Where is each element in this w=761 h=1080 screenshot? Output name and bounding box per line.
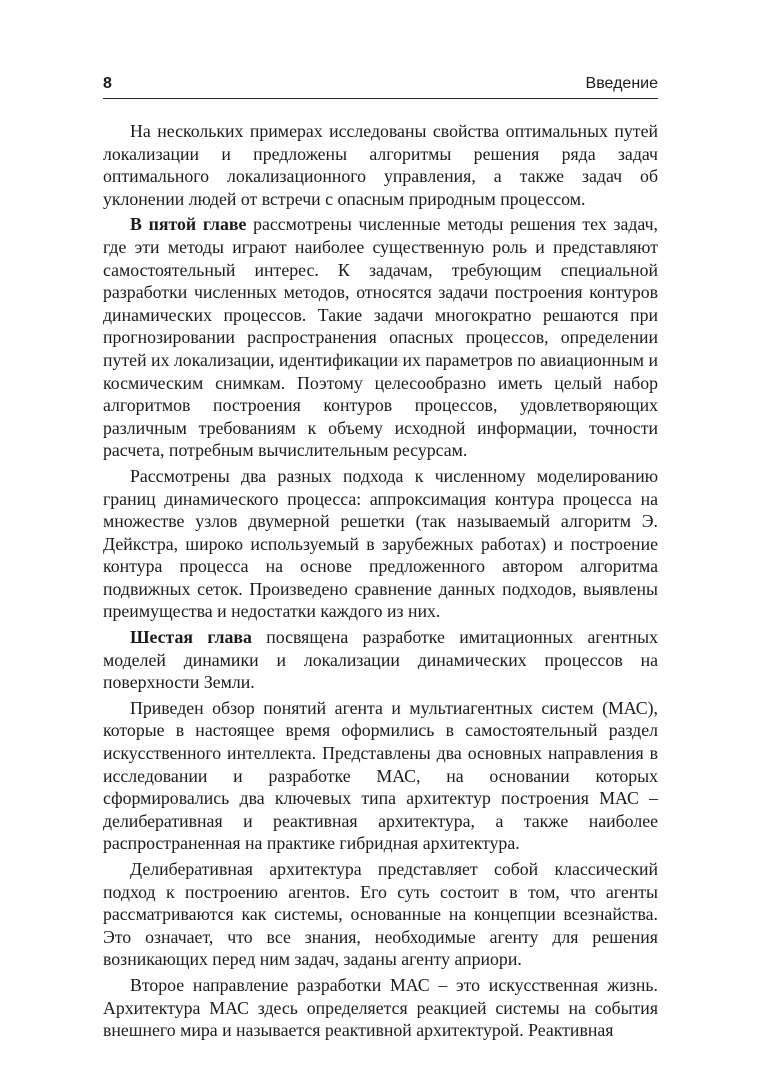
paragraph-text: Делиберативная архитектура представляет собой классический подход к построению агентов. Его суть состоит в том, что агенты рассматриваются как системы, основанные на концепции всезнайства. Это означает, что все знания, необходимые агенту для решения возникающих перед ним задач, заданы агенту априори. bbox=[103, 859, 658, 970]
paragraph bbox=[103, 858, 658, 971]
paragraph-text: Второе направление разработки МАС – это искусственная жизнь. Архитектура МАС здесь определяется реакцией системы на события внешнего мира и называется реактивной архитектурой. Реактивная bbox=[103, 974, 658, 1041]
paragraph-text: рассмотрены численные методы решения тех задач, где эти методы играют наиболее существенную роль и представляют самостоятельный интерес. К задачам, требующим специальной разработки численных методов, относятся задачи построения контуров динамических процессов. Такие задачи многократно решаются при прогнозировании распространения опасных процессов, определении путей их локализации, идентификации их параметров по авиационным и космическим снимкам. Поэтому целесообразно иметь целый набор алгоритмов построения контуров процессов, удовлетворяющих различным требованиям к объему исходной информации, точности расчета, потребным вычислительным ресурсам. bbox=[103, 214, 658, 461]
paragraph bbox=[103, 120, 658, 210]
paragraph-text: На нескольких примерах исследованы свойства оптимальных путей локализации и предложены алгоритмы решения ряда задач оптимального локализационного управления, а также задач об уклонении людей от встречи с опасным природным процессом. bbox=[103, 121, 658, 209]
page-header bbox=[103, 72, 658, 99]
paragraph bbox=[103, 626, 658, 694]
paragraph bbox=[103, 465, 658, 623]
page-number: 8 bbox=[103, 75, 112, 92]
paragraph bbox=[103, 974, 658, 1042]
paragraph-text: Рассмотрены два разных подхода к численному моделированию границ динамического процесса: аппроксимация контура процесса на множестве узлов двумерной решетки (так называемый алгоритм Э. Дейкстра, широко используемый в зарубежных работах) и построение контура процесса на основе предложенного автором алгоритма подвижных сеток. Произведено сравнение данных подходов, выявлены преимущества и недостатки каждого из них. bbox=[103, 465, 658, 622]
chapter-lead: В пятой главе bbox=[130, 214, 247, 235]
section-title: Введение bbox=[585, 75, 658, 92]
body-text bbox=[103, 120, 658, 1045]
paragraph-text: Приведен обзор понятий агента и мультиагентных систем (МАС), которые в настоящее время оформились в самостоятельный раздел искусственного интеллекта. Представлены два основных направления в исследовании и разработке МАС, на основании которых сформировались два ключевых типа архитектур построения МАС – делиберативная и реактивная архитектура, а также наиболее распространенная на практике гибридная архитектура. bbox=[103, 697, 658, 854]
paragraph bbox=[103, 213, 658, 462]
paragraph-text: посвящена разработке имитационных агентных моделей динамики и локализации динамических процессов на поверхности Земли. bbox=[103, 627, 658, 693]
paragraph bbox=[103, 697, 658, 855]
chapter-lead: Шестая глава bbox=[130, 627, 252, 648]
